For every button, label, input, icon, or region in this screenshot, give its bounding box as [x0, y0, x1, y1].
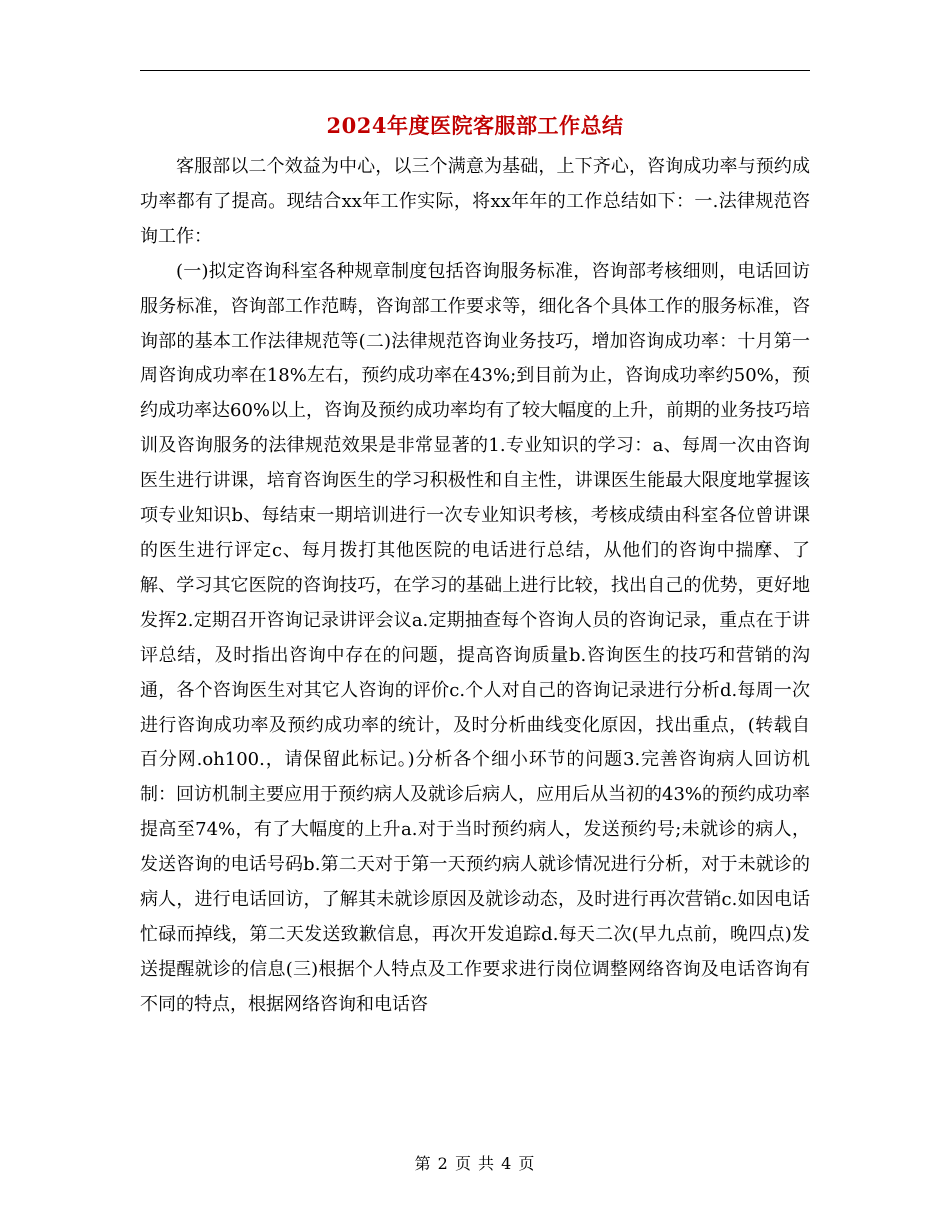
- document-body: [140, 150, 810, 1023]
- page-number-footer: 第 2 页 共 4 页: [414, 1154, 536, 1173]
- document-title: 2024年度医院客服部工作总结: [326, 113, 624, 138]
- paragraph-main: (一)拟定咨询科室各种规章制度包括咨询服务标准，咨询部考核细则，电话回访服务标准，咨询部工作范畴，咨询部工作要求等，细化各个具体工作的服务标准，咨询部的基本工作法律规范等(二)法律规范咨询业务技巧，增加咨询成功率：十月第一周咨询成功率在18%左右，预约成功率在43%;到目前为止，咨询成功率约50%，预约成功率达60%以上，咨询及预约成功率均有了较大幅度的上升，前期的业务技巧培训及咨询服务的法律规范效果是非常显著的1.专业知识的学习：a、每周一次由咨询医生进行讲课，培育咨询医生的学习积极性和自主性，讲课医生能最大限度地掌握该项专业知识b、每结束一期培训进行一次专业知识考核，考核成绩由科室各位曾讲课的医生进行评定c、每月拨打其他医院的电话进行总结，从他们的咨询中揣摩、了解、学习其它医院的咨询技巧，在学习的基础上进行比较，找出自己的优势，更好地发挥2.定期召开咨询记录讲评会议a.定期抽查每个咨询人员的咨询记录，重点在于讲评总结，及时指出咨询中存在的问题，提高咨询质量b.咨询医生的技巧和营销的沟通，各个咨询医生对其它人咨询的评价c.个人对自己的咨询记录进行分析d.每周一次进行咨询成功率及预约成功率的统计，及时分析曲线变化原因，找出重点，(转载自百分网.oh100.，请保留此标记。)分析各个细小环节的问题3.完善咨询病人回访机制：回访机制主要应用于预约病人及就诊后病人，应用后从当初的43%的预约成功率提高至74%，有了大幅度的上升a.对于当时预约病人，发送预约号;未就诊的病人，发送咨询的电话号码b.第二天对于第一天预约病人就诊情况进行分析，对于未就诊的病人，进行电话回访，了解其未就诊原因及就诊动态，及时进行再次营销c.如因电话忙碌而掉线，第二天发送致歉信息，再次开发追踪d.每天二次(早九点前，晚四点)发送提醒就诊的信息(三)根据个人特点及工作要求进行岗位调整网络咨询及电话咨询有不同的特点，根据网络咨询和电话咨: [140, 260, 811, 1015]
- header-rule: [140, 70, 810, 71]
- paragraph-intro: 客服部以二个效益为中心，以三个满意为基础，上下齐心，咨询成功率与预约成功率都有了提高。现结合xx年工作实际，将xx年年的工作总结如下：一.法律规范咨询工作：: [140, 156, 810, 247]
